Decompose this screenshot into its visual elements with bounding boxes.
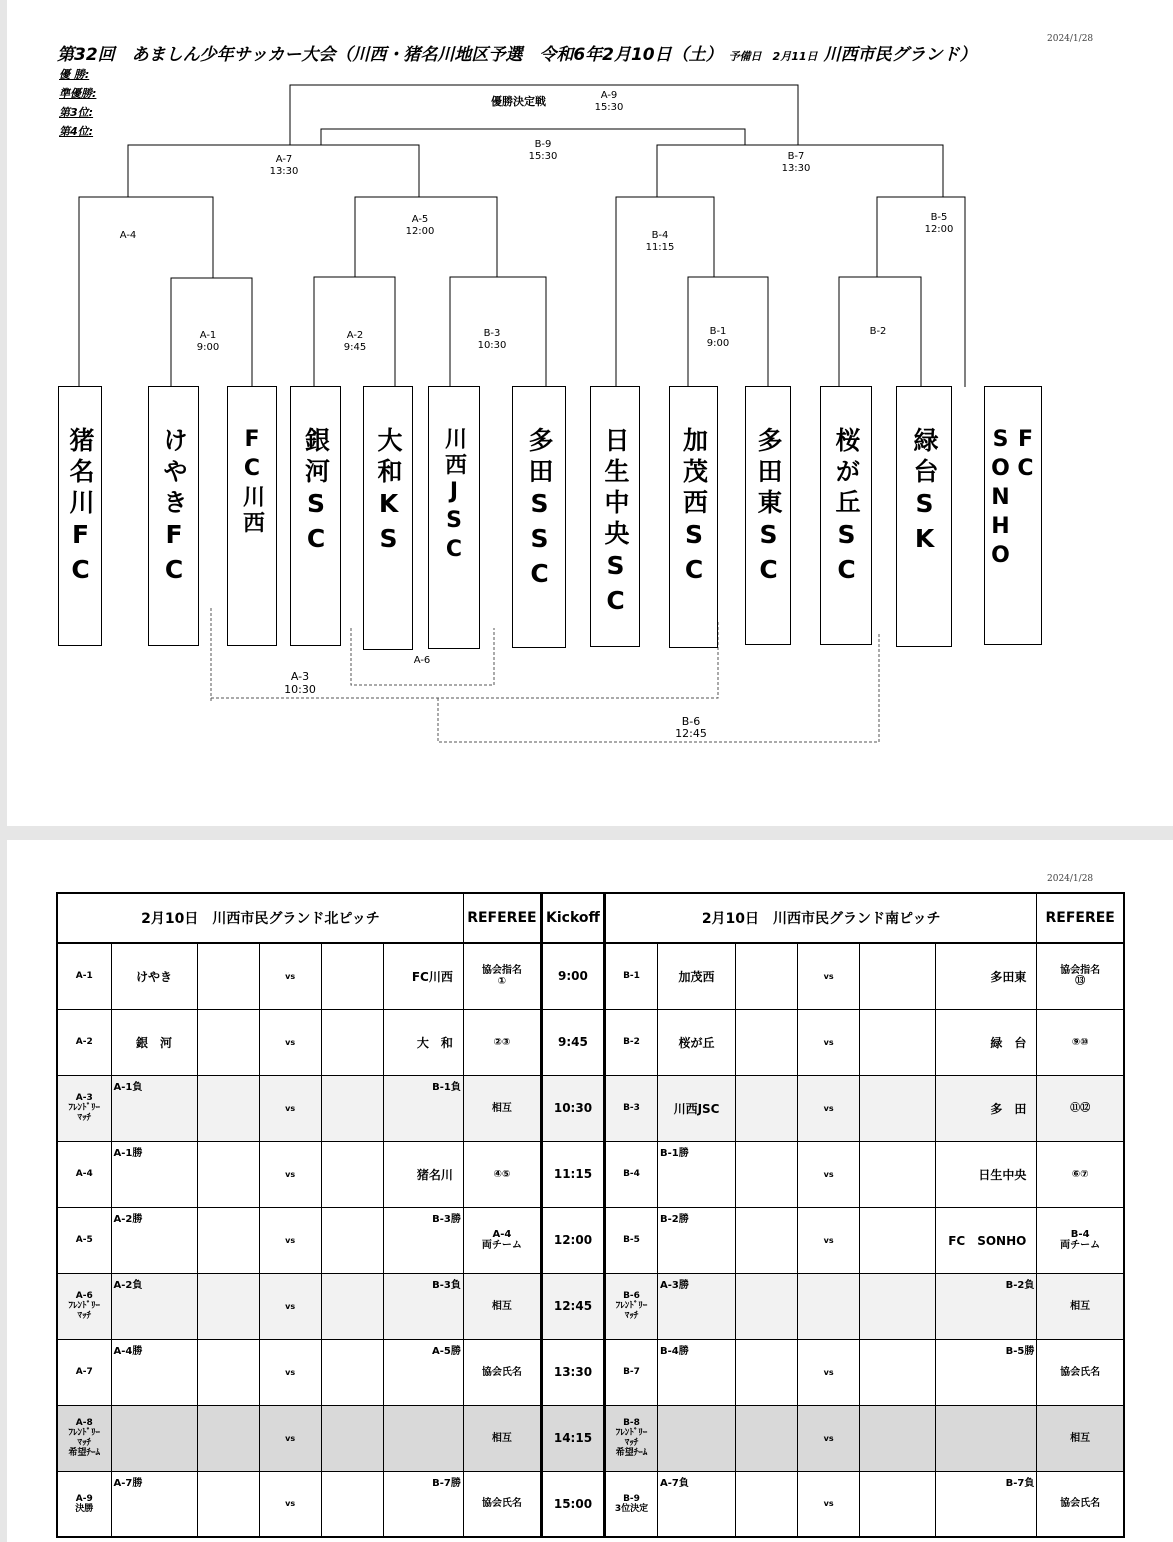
team-cell-s-home xyxy=(658,1405,736,1471)
match-id: B-9 3位決定 xyxy=(604,1471,657,1537)
label-a4: A-4 xyxy=(119,230,137,241)
label-b1: B-1 9:00 xyxy=(706,326,730,349)
match-source-tag: B-2負 xyxy=(1005,1279,1035,1291)
table-row xyxy=(57,1273,1124,1339)
team-name: 桜が丘SC xyxy=(832,427,861,590)
team-cell-n-away xyxy=(383,943,463,1009)
empty-cell xyxy=(736,943,798,1009)
empty-cell xyxy=(860,1009,936,1075)
referee-cell: 相互 xyxy=(463,1273,541,1339)
team-cell-n-away xyxy=(383,1009,463,1075)
result-winner: 優 勝: xyxy=(59,68,90,81)
match-id: A-7 xyxy=(57,1339,111,1405)
match-id: A-8 ﾌﾚﾝﾄﾞﾘｰ ﾏｯﾁ 希望ﾁｰﾑ xyxy=(57,1405,111,1471)
team-name: 加茂西 xyxy=(678,969,715,984)
kickoff-time: 14:15 xyxy=(541,1405,604,1471)
vs-label: vs xyxy=(798,1207,860,1273)
referee-cell: ④⑤ xyxy=(463,1141,541,1207)
match-source-tag: B-5勝 xyxy=(1005,1345,1035,1357)
team-cell-n-away xyxy=(383,1405,463,1471)
referee-cell: 相互 xyxy=(463,1405,541,1471)
team-cell-n-home xyxy=(111,1405,197,1471)
team-name: FC SONHO xyxy=(948,1233,1027,1248)
kickoff-time: 9:00 xyxy=(541,943,604,1009)
vs-label xyxy=(798,1273,860,1339)
empty-cell xyxy=(860,943,936,1009)
empty-cell xyxy=(197,943,259,1009)
match-source-tag: B-4勝 xyxy=(660,1345,689,1357)
empty-cell xyxy=(860,1339,936,1405)
team-cell-n-home xyxy=(111,1009,197,1075)
team-name: 多 田 xyxy=(990,1101,1027,1116)
team-cell-s-away xyxy=(936,1075,1037,1141)
team-cell-n-away xyxy=(383,1339,463,1405)
match-source-tag: A-2勝 xyxy=(113,1213,143,1225)
team-name: 川西JSC xyxy=(441,427,467,566)
match-id: A-5 xyxy=(57,1207,111,1273)
label-a5: A-5 12:00 xyxy=(405,214,435,237)
vs-label: vs xyxy=(259,1141,321,1207)
empty-cell xyxy=(736,1405,798,1471)
team-box-yamato-ks xyxy=(363,386,413,650)
team-cell-n-home xyxy=(111,943,197,1009)
match-source-tag: A-2負 xyxy=(113,1279,143,1291)
referee-cell: 相互 xyxy=(463,1075,541,1141)
match-source-tag: B-7負 xyxy=(1005,1477,1035,1489)
empty-cell xyxy=(736,1075,798,1141)
kickoff-time: 12:45 xyxy=(541,1273,604,1339)
empty-cell xyxy=(860,1075,936,1141)
bracket-line-b4 xyxy=(616,197,714,387)
empty-cell xyxy=(321,1273,383,1339)
table-row xyxy=(57,1405,1124,1471)
match-id: A-4 xyxy=(57,1141,111,1207)
vs-label: vs xyxy=(798,1141,860,1207)
team-name: 猪名川FC xyxy=(66,427,95,590)
table-row xyxy=(57,943,1124,1009)
bracket-page xyxy=(7,0,1173,826)
vs-label: vs xyxy=(259,1405,321,1471)
team-name: 多田東 xyxy=(990,969,1027,984)
team-box-keyaki-fc xyxy=(148,386,199,646)
team-name: けやき xyxy=(136,969,173,984)
label-a3: A-3 10:30 xyxy=(284,670,316,696)
team-cell-s-away xyxy=(936,1273,1037,1339)
vs-label: vs xyxy=(259,1075,321,1141)
title-venue: 川西市民グランド） xyxy=(823,45,977,65)
team-cell-s-away xyxy=(936,1471,1037,1537)
empty-cell xyxy=(321,1471,383,1537)
empty-cell xyxy=(197,1471,259,1537)
empty-cell xyxy=(197,1009,259,1075)
team-cell-n-home xyxy=(111,1339,197,1405)
team-cell-s-home xyxy=(658,1009,736,1075)
kickoff-time: 15:00 xyxy=(541,1471,604,1537)
match-source-tag: B-1勝 xyxy=(660,1147,689,1159)
referee-cell: 協会指名 ① xyxy=(463,943,541,1009)
north-pitch-header: 2月10日 川西市民グランド北ピッチ xyxy=(57,893,463,943)
match-id: B-6 ﾌﾚﾝﾄﾞﾘｰ ﾏｯﾁ xyxy=(604,1273,657,1339)
referee-cell: A-4 両チーム xyxy=(463,1207,541,1273)
empty-cell xyxy=(197,1207,259,1273)
team-box-nissei-chuo-sc xyxy=(590,386,640,647)
vs-label: vs xyxy=(798,1009,860,1075)
match-source-tag: B-3負 xyxy=(432,1279,461,1291)
team-name: 多田SSC xyxy=(525,427,554,594)
team-cell-n-home xyxy=(111,1075,197,1141)
south-pitch-header: 2月10日 川西市民グランド南ピッチ xyxy=(604,893,1036,943)
match-source-tag: A-1負 xyxy=(113,1081,143,1093)
empty-cell xyxy=(321,943,383,1009)
table-row xyxy=(57,1471,1124,1537)
empty-cell xyxy=(736,1207,798,1273)
match-id: B-2 xyxy=(604,1009,657,1075)
result-third: 第3位: xyxy=(59,106,94,119)
match-id: B-5 xyxy=(604,1207,657,1273)
team-name: FC SONHO xyxy=(988,427,1038,572)
match-id: A-1 xyxy=(57,943,111,1009)
empty-cell xyxy=(321,1075,383,1141)
team-name: けやきFC xyxy=(159,427,189,590)
match-source-tag: A-4勝 xyxy=(113,1345,143,1357)
empty-cell xyxy=(321,1405,383,1471)
bracket-line-a4 xyxy=(79,197,213,387)
team-name: 大和KS xyxy=(374,427,403,559)
label-a7: A-7 13:30 xyxy=(269,154,299,177)
vs-label: vs xyxy=(259,1009,321,1075)
match-id: B-7 xyxy=(604,1339,657,1405)
title-reserve-day: 予備日 2月11日 xyxy=(728,50,818,63)
match-id: B-3 xyxy=(604,1075,657,1141)
team-cell-n-away xyxy=(383,1207,463,1273)
label-b3: B-3 10:30 xyxy=(477,328,507,351)
team-cell-n-home xyxy=(111,1471,197,1537)
empty-cell xyxy=(736,1471,798,1537)
team-cell-n-away xyxy=(383,1141,463,1207)
empty-cell xyxy=(860,1207,936,1273)
label-a6: A-6 xyxy=(413,655,431,666)
empty-cell xyxy=(321,1207,383,1273)
match-source-tag: B-2勝 xyxy=(660,1213,689,1225)
referee-cell: ⑪⑫ xyxy=(1037,1075,1124,1141)
vs-label: vs xyxy=(259,943,321,1009)
team-name: 多田東SC xyxy=(754,427,783,590)
referee-cell: 協会指名 ⑬ xyxy=(1037,943,1124,1009)
team-name: FC川西 xyxy=(239,427,265,537)
team-name: 大 和 xyxy=(416,1035,453,1050)
referee-cell: ⑥⑦ xyxy=(1037,1141,1124,1207)
team-box-kamonishi-sc xyxy=(669,386,718,648)
vs-label: vs xyxy=(259,1207,321,1273)
team-box-midoridai-sk xyxy=(896,386,952,647)
team-box-sakuragaoka-sc xyxy=(820,386,872,645)
empty-cell xyxy=(197,1405,259,1471)
team-cell-n-home xyxy=(111,1207,197,1273)
team-cell-n-away xyxy=(383,1471,463,1537)
table-row xyxy=(57,1009,1124,1075)
team-name: 猪名川 xyxy=(416,1167,453,1182)
team-cell-s-home xyxy=(658,1141,736,1207)
referee-cell: ⑨⑩ xyxy=(1037,1009,1124,1075)
team-name: 日生中央 xyxy=(978,1167,1027,1182)
referee-cell: 協会氏名 xyxy=(463,1339,541,1405)
match-source-tag: B-3勝 xyxy=(432,1213,461,1225)
match-id: A-3 ﾌﾚﾝﾄﾞﾘｰ ﾏｯﾁ xyxy=(57,1075,111,1141)
empty-cell xyxy=(197,1339,259,1405)
team-name: 銀 河 xyxy=(136,1035,173,1050)
team-box-fc-kawanishi xyxy=(227,386,277,646)
team-cell-s-away xyxy=(936,1339,1037,1405)
match-source-tag: A-5勝 xyxy=(432,1345,461,1357)
empty-cell xyxy=(197,1141,259,1207)
team-cell-s-home xyxy=(658,1075,736,1141)
kickoff-time: 13:30 xyxy=(541,1339,604,1405)
vs-label: vs xyxy=(798,943,860,1009)
team-cell-n-away xyxy=(383,1075,463,1141)
team-cell-n-home xyxy=(111,1273,197,1339)
vs-label: vs xyxy=(798,1471,860,1537)
label-b6: B-6 12:45 xyxy=(675,715,707,740)
north-referee-header: REFEREE xyxy=(463,893,541,943)
match-id: A-6 ﾌﾚﾝﾄﾞﾘｰ ﾏｯﾁ xyxy=(57,1273,111,1339)
bracket-line-b6 xyxy=(438,634,879,742)
empty-cell xyxy=(860,1273,936,1339)
team-name: 銀河SC xyxy=(301,427,331,559)
match-id: B-8 ﾌﾚﾝﾄﾞﾘｰ ﾏｯﾁ 希望ﾁｰﾑ xyxy=(604,1405,657,1471)
empty-cell xyxy=(860,1141,936,1207)
label-b7: B-7 13:30 xyxy=(781,151,811,174)
result-fourth: 第4位: xyxy=(59,125,94,138)
table-header-row xyxy=(57,893,1124,943)
empty-cell xyxy=(321,1339,383,1405)
empty-cell xyxy=(860,1471,936,1537)
page-date: 2024/1/28 xyxy=(1047,874,1094,884)
match-source-tag: A-3勝 xyxy=(660,1279,689,1291)
kickoff-time: 10:30 xyxy=(541,1075,604,1141)
match-source-tag: A-1勝 xyxy=(113,1147,143,1159)
team-cell-s-home xyxy=(658,1471,736,1537)
team-name: FC川西 xyxy=(411,969,453,984)
table-row xyxy=(57,1207,1124,1273)
referee-cell: 協会氏名 xyxy=(463,1471,541,1537)
label-a1: A-1 9:00 xyxy=(196,330,220,353)
vs-label: vs xyxy=(798,1405,860,1471)
vs-label: vs xyxy=(798,1339,860,1405)
team-name: 緑台SK xyxy=(910,427,939,559)
label-a2: A-2 9:45 xyxy=(343,330,367,353)
table-row xyxy=(57,1075,1124,1141)
team-name: 緑 台 xyxy=(990,1035,1027,1050)
team-cell-s-home xyxy=(658,943,736,1009)
team-name: 日生中央SC xyxy=(601,427,630,621)
team-cell-s-home xyxy=(658,1207,736,1273)
team-cell-n-home xyxy=(111,1141,197,1207)
kickoff-time: 9:45 xyxy=(541,1009,604,1075)
team-box-ginga-sc xyxy=(290,386,341,646)
match-source-tag: A-7負 xyxy=(660,1477,689,1489)
label-b2: B-2 xyxy=(869,326,887,337)
match-id: A-9 決勝 xyxy=(57,1471,111,1537)
table-row xyxy=(57,1339,1124,1405)
vs-label: vs xyxy=(259,1273,321,1339)
title-main: 第32回 あましん少年サッカー大会（川西・猪名川地区予選 令和6年2月10日（土） xyxy=(57,45,723,65)
team-cell-s-away xyxy=(936,943,1037,1009)
team-cell-s-away xyxy=(936,1405,1037,1471)
team-box-tada-ssc xyxy=(512,386,566,648)
empty-cell xyxy=(736,1273,798,1339)
schedule-page xyxy=(7,840,1173,1542)
team-box-inagawa-fc xyxy=(58,386,102,646)
empty-cell xyxy=(321,1009,383,1075)
referee-cell: B-4 両チーム xyxy=(1037,1207,1124,1273)
label-b4: B-4 11:15 xyxy=(645,230,675,253)
team-box-fc-sonho xyxy=(984,386,1042,645)
empty-cell xyxy=(197,1273,259,1339)
empty-cell xyxy=(736,1339,798,1405)
south-referee-header: REFEREE xyxy=(1037,893,1124,943)
table-row xyxy=(57,1141,1124,1207)
empty-cell xyxy=(736,1141,798,1207)
label-b5: B-5 12:00 xyxy=(924,212,954,235)
team-box-tada-higashi-sc xyxy=(745,386,791,645)
referee-cell: 相互 xyxy=(1037,1405,1124,1471)
bracket-line-a9 xyxy=(290,85,798,145)
team-name: 川西JSC xyxy=(673,1101,720,1116)
empty-cell xyxy=(860,1405,936,1471)
team-cell-s-away xyxy=(936,1207,1037,1273)
final-label: 優勝決定戦 xyxy=(491,95,546,108)
empty-cell xyxy=(321,1141,383,1207)
empty-cell xyxy=(736,1009,798,1075)
match-id: B-4 xyxy=(604,1141,657,1207)
team-box-kawanishi-jsc xyxy=(428,386,480,649)
match-source-tag: B-1負 xyxy=(432,1081,461,1093)
match-source-tag: B-7勝 xyxy=(432,1477,461,1489)
schedule-table xyxy=(56,892,1125,1538)
match-id: B-1 xyxy=(604,943,657,1009)
kickoff-time: 12:00 xyxy=(541,1207,604,1273)
team-cell-s-away xyxy=(936,1141,1037,1207)
page-date: 2024/1/28 xyxy=(1047,34,1094,44)
kickoff-header: Kickoff xyxy=(541,893,604,943)
match-id: A-2 xyxy=(57,1009,111,1075)
label-a9: A-9 15:30 xyxy=(594,90,624,113)
label-b9: B-9 15:30 xyxy=(528,139,558,162)
referee-cell: 協会氏名 xyxy=(1037,1339,1124,1405)
team-cell-s-home xyxy=(658,1273,736,1339)
result-runner-up: 準優勝: xyxy=(59,87,97,100)
referee-cell: 相互 xyxy=(1037,1273,1124,1339)
team-name: 桜が丘 xyxy=(678,1035,715,1050)
team-cell-n-away xyxy=(383,1273,463,1339)
vs-label: vs xyxy=(259,1339,321,1405)
team-name: 加茂西SC xyxy=(679,427,709,590)
referee-cell: 協会氏名 xyxy=(1037,1471,1124,1537)
team-cell-s-home xyxy=(658,1339,736,1405)
vs-label: vs xyxy=(798,1075,860,1141)
empty-cell xyxy=(197,1075,259,1141)
referee-cell: ②③ xyxy=(463,1009,541,1075)
kickoff-time: 11:15 xyxy=(541,1141,604,1207)
match-source-tag: A-7勝 xyxy=(113,1477,143,1489)
vs-label: vs xyxy=(259,1471,321,1537)
team-cell-s-away xyxy=(936,1009,1037,1075)
